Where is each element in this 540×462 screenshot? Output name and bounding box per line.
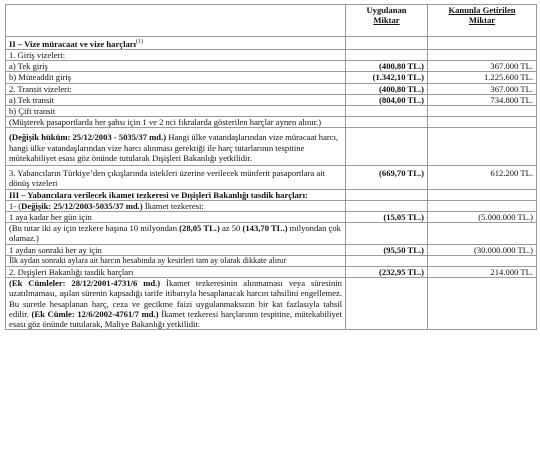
table-row — [6, 50, 537, 61]
multi-entry-label: b) Müteaddit giriş — [6, 72, 346, 83]
table-row — [6, 94, 537, 105]
transit-visas-label: 2. Transit vizeleri: — [6, 83, 346, 94]
table-row — [6, 166, 537, 189]
single-transit-label: a) Tek transit — [6, 94, 346, 105]
additional-sentences-paragraph: (Ek Cümleler: 28/12/2001-4731/6 md.) İkamet tezkeresinin alınmaması veya süresinin uzatılmaması, aşılan sürenin kapsadığı tarife itibarıyla hesaplanacak harcın tahsilini engellemez. Bu suretle hesaplanan harç, ceza ve gecikme faizi uygulanmaksızın bir kat fazlasıyla tahsil edilir. (Ek Cümle: 12/6/2002-4761/7 md.) İkamet tezkeresi harçlarının tespitine, mütekabiliyet esası göz önünde tutularak, Maliye Bakanlığı yetkilidir. — [6, 278, 346, 330]
single-transit-legal: 734.800 TL. — [428, 94, 537, 105]
up-to-one-month-legal: (5.000.000 TL.) — [428, 211, 537, 222]
table-row — [6, 255, 537, 266]
entry-visas-label: 1. Giriş vizeleri: — [6, 50, 346, 61]
multi-entry-applied: (1.342,10 TL.) — [346, 72, 428, 83]
table-row — [6, 128, 537, 166]
residence-permit-label: 1- (Değişik: 25/12/2003-5035/37 md.) İkamet tezkeresi: — [6, 200, 346, 211]
table-row — [6, 244, 537, 255]
table-row — [6, 106, 537, 117]
table-row — [6, 266, 537, 277]
return-visa-label: 3. Yabancıların Türkiye’den çıkışlarında istekleri üzerine verilecek münferit pasaportlara ait dönüş vizeleri — [6, 166, 346, 189]
joint-passport-note: (Müşterek pasaportlarda her şahsı için 1 ve 2 nci fıkralarda gösterilen harçlar aynen alınır.) — [6, 117, 346, 128]
fee-table — [5, 4, 537, 330]
single-transit-applied: (804,00 TL.) — [346, 94, 428, 105]
return-visa-applied: (669,70 TL.) — [346, 166, 428, 189]
section-iii-title-row — [6, 189, 537, 200]
header-applied-amount: Uygulanan Miktar — [346, 5, 428, 37]
table-row — [6, 223, 537, 244]
double-transit-label: b) Çift transit — [6, 106, 346, 117]
table-row — [6, 83, 537, 94]
table-row — [6, 61, 537, 72]
after-first-month-label: 1 aydan sonraki her ay için — [6, 244, 346, 255]
amendment-paragraph: (Değişik hüküm: 25/12/2003 - 5035/37 md.) Hangi ülke vatandaşlarından vize müracaat harcı, hangi ülke vatandaşlarından vize harcı alınması gerektiği ile harç tutarlarının tespitine mütekabiliyet esası göz önünde tutularak Dışişleri Bakanlığı yetkilidir. — [6, 128, 346, 166]
after-first-month-applied: (95,50 TL.) — [346, 244, 428, 255]
up-to-one-month-label: 1 aya kadar her gün için — [6, 211, 346, 222]
table-row — [6, 200, 537, 211]
transit-visas-legal: 367.000 TL. — [428, 83, 537, 94]
ministry-cert-legal: 214.000 TL. — [428, 266, 537, 277]
after-first-month-legal: (30.000.000 TL.) — [428, 244, 537, 255]
table-header-row — [6, 5, 537, 37]
ministry-cert-label: 2. Dışişleri Bakanlığı tasdik harçları — [6, 266, 346, 277]
table-row — [6, 117, 537, 128]
table-row — [6, 278, 537, 330]
header-legal-amount: Kanunla Getirilen Miktar — [428, 5, 537, 37]
amount-limit-note: (Bu tutar iki ay için tezkere başına 10 milyondan (28,05 TL.) az 50 (143,70 TL.) milyondan çok olamaz.) — [6, 223, 346, 244]
table-row — [6, 211, 537, 222]
multi-entry-legal: 1.225.600 TL. — [428, 72, 537, 83]
section-ii-title: II – Vize müracaat ve vize harçları$^{(1)}$ — [6, 37, 346, 50]
month-fraction-note: İlk aydan sonraki aylara ait harcın hesabında ay kesirleri tam ay olarak dikkate alınır — [6, 255, 346, 266]
ministry-cert-applied: (232,95 TL.) — [346, 266, 428, 277]
transit-visas-applied: (400,80 TL.) — [346, 83, 428, 94]
header-empty-cell — [6, 5, 346, 37]
up-to-one-month-applied: (15,05 TL.) — [346, 211, 428, 222]
section-ii-title-row — [6, 37, 537, 50]
return-visa-legal: 612.200 TL. — [428, 166, 537, 189]
table-row — [6, 72, 537, 83]
single-entry-applied: (400,80 TL.) — [346, 61, 428, 72]
single-entry-legal: 367.000 TL. — [428, 61, 537, 72]
section-iii-title: III – Yabancılara verilecek ikamet tezkeresi ve Dışişleri Bakanlığı tasdik harçları: — [6, 189, 346, 200]
single-entry-label: a) Tek giriş — [6, 61, 346, 72]
